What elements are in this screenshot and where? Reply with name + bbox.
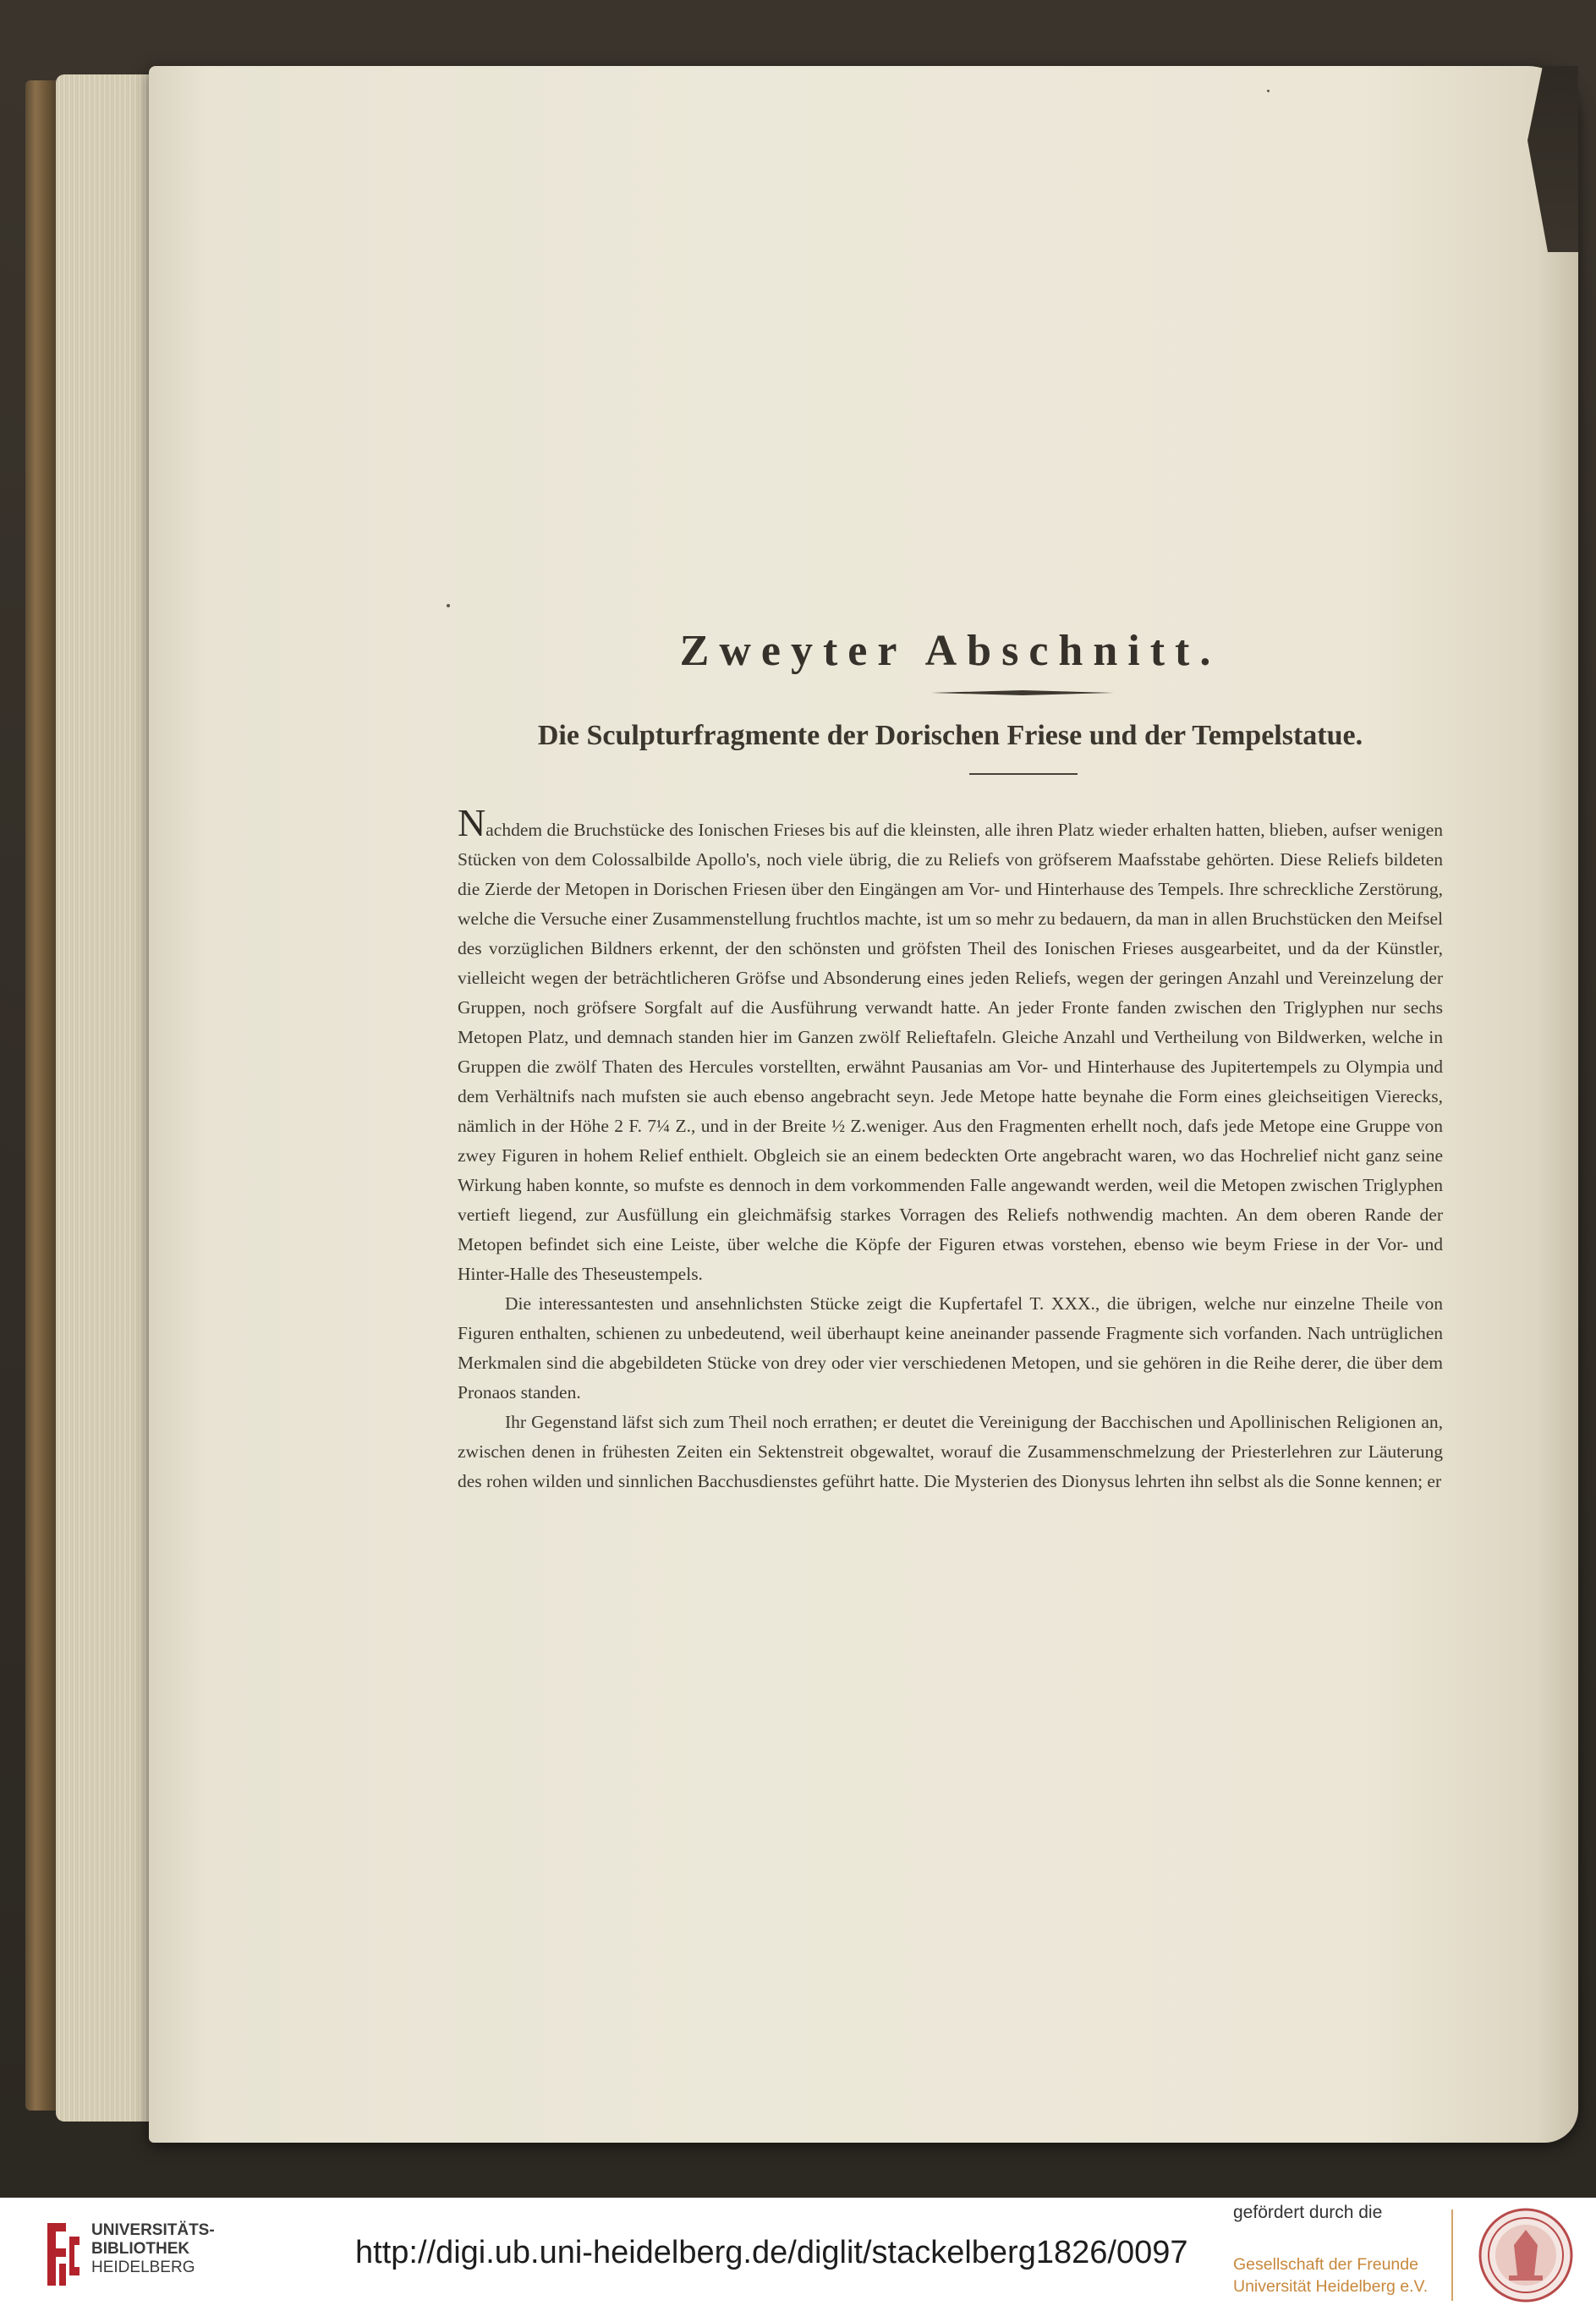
library-name-line-2: BIBLIOTHEK: [91, 2240, 190, 2258]
permalink-url[interactable]: http://digi.ub.uni-heidelberg.de/diglit/stackelberg1826/0097: [355, 2235, 1188, 2270]
body-text: [458, 801, 1443, 1496]
drop-cap: N: [458, 801, 486, 844]
paragraph: Ihr Gegenstand läfst sich zum Theil noch errathen; er deutet die Vereinigung der Bacchischen und Apollinischen Religionen an, zwischen denen in frühesten Zeiten ein Sektenstreit obgewaltet, worauf die Zusammenschmelzung der Priesterlehren zur Läuterung des rohen wilden und sinnlichen Bacchusdienstes geführt hatte. Die Mysterien des Dionysus lehrten ihn selbst als die Sonne kennen; er: [458, 1412, 1443, 1491]
library-name-line-3: HEIDELBERG: [91, 2259, 195, 2276]
ornamental-rule: [931, 690, 1114, 695]
page-stack: [56, 74, 157, 2122]
book-cover-edge: [25, 80, 59, 2111]
footer-bar: [0, 2198, 1596, 2311]
chapter-subtitle: Die Sculpturfragmente der Dorischen Friese und der Tempelstatue.: [537, 720, 1363, 751]
sponsor-name-line-2: Universität Heidelberg e.V.: [1233, 2277, 1429, 2296]
page-corner-shadow: [1527, 66, 1578, 252]
paragraph-text: achdem die Bruchstücke des Ionischen Frieses bis auf die kleinsten, alle ihren Platz wieder erhalten hatten, blieben, aufser wenigen Stücken von dem Colossalbilde Apollo's, noch viele übrig, die zu Reliefs von gröfserem Maafsstabe gehörten. Diese Reliefs bildeten die Zierde der Metopen in Dorischen Friesen über den Eingängen am Vor- und Hinterhause des Tempels. Ihre schreckliche Zerstörung, welche die Versuche einer Zusammenstellung fruchtlos machte, ist um so mehr zu bedauern, da man in allen Bruchstücken den Meifsel des vorzüglichen Bildners erkennt, der den schönsten und gröfsten Theil des Ionischen Frieses ausgearbeitet, und da der Künstler, vielleicht wegen der beträchtlicheren Gröfse und Absonderung eines jeden Reliefs, wegen der geringen Anzahl und Vereinzelung der Gruppen, noch gröfsere Sorgfalt auf die Ausführung verwandt hatte. An jeder Fronte fanden zwischen den Triglyphen nur sechs Metopen Platz, und demnach standen hier im Ganzen zwölf Relieftafeln. Gleiche Anzahl und Vertheilung von Bildwerken, welche in Gruppen die zwölf Thaten des Hercules vorstellten, erwähnt Pausanias am Vor- und Hinterhause des Jupitertempels zu Olympia und dem Verhältnifs nach mufsten sie auch ebenso angebracht seyn. Jede Metope hatte beynahe die Form eines gleichseitigen Vierecks, nämlich in der Höhe 2 F. 7¼ Z., und in der Breite ½ Z.weniger. Aus den Fragmenten erhellt noch, dafs jede Metope eine Gruppe von zwey Figuren in hohem Relief enthielt. Obgleich sie an einem bedeckten Orte angebracht waren, wo das Hochrelief nicht ganz seine Wirkung haben konnte, so mufste es dennoch in dem vorkommenden Falle angewandt werden, weil die Metopen zwischen Triglyphen vertieft liegend, zur Ausfüllung ein gleichmäfsig starkes Vorragen des Reliefs nothwendig machten. An dem oberen Rande der Metopen befindet sich eine Leiste, über welche die Köpfe der Figuren etwas vorstehen, ebenso wie beym Friese in der Vor- und Hinter-Halle des Theseustempels.: [458, 820, 1443, 1284]
book-page: [149, 66, 1578, 2143]
chapter-title: Zweyter Abschnitt.: [679, 627, 1221, 675]
print-speck: [1267, 90, 1270, 92]
paragraph: Die interessantesten und ansehnlichsten Stücke zeigt die Kupfertafel T. XXX., die übrigen, welche nur einzelne Theile von Figuren enthalten, schienen zu unbedeutend, weil überhaupt keine aneinander passende Fragmente sich vorfanden. Nach untrüglichen Merkmalen sind die abgebildeten Stücke von drey oder vier verschiedenen Metopen, und sie gehören in die Reihe derer, die über dem Pronaos standen.: [458, 1293, 1443, 1403]
print-speck: [447, 604, 450, 607]
ub-heidelberg-logo-icon: [41, 2215, 85, 2294]
university-seal-icon: [1478, 2208, 1573, 2303]
library-name-line-1: UNIVERSITÄTS-: [91, 2221, 215, 2239]
footer-divider: [1451, 2209, 1453, 2301]
paragraph: [458, 801, 1443, 1289]
divider-rule: [969, 773, 1078, 775]
sponsor-name-line-1: Gesellschaft der Freunde: [1233, 2255, 1418, 2274]
funded-by-label: gefördert durch die: [1233, 2203, 1383, 2222]
